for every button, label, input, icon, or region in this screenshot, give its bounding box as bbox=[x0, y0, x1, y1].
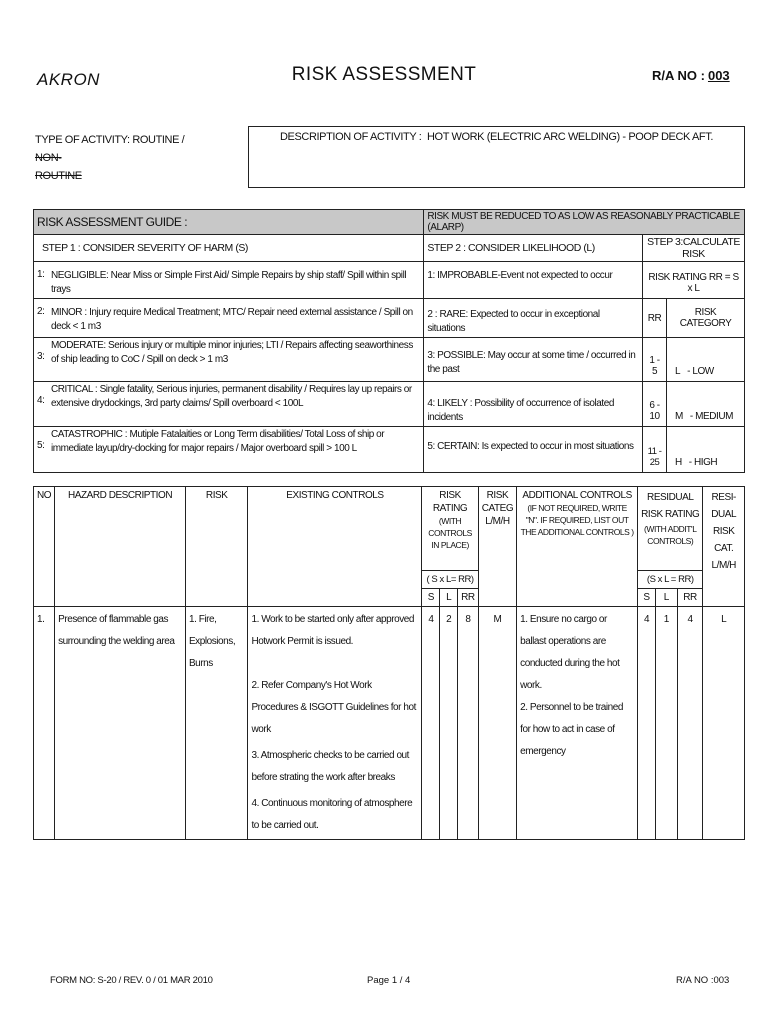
col-rating: RISK RATING (WITH CONTROLS IN PLACE) bbox=[422, 487, 478, 571]
col-additional: ADDITIONAL CONTROLS (IF NOT REQUIRED, WRITE "N". IF REQUIRED, LIST OUT THE ADDITIONAL CONTROLS ) bbox=[517, 487, 638, 607]
footer-page: Page 1 / 4 bbox=[367, 975, 411, 986]
col-s: S bbox=[422, 589, 440, 607]
severity-item: 4: CRITICAL : Single fatality, Serious injuries, permanent disability / Requires lay up repairs or extensive drydockings, 3rd party claims/ Spill overboard < 100L bbox=[37, 384, 412, 409]
col-residual: RESIDUAL RISK RATING (WITH ADDIT'L CONTROLS) bbox=[638, 487, 703, 571]
rr-range-low: 1 - 5 bbox=[643, 338, 667, 382]
activity-type-label: TYPE OF ACTIVITY: ROUTINE / bbox=[35, 134, 185, 146]
severity-item: 3: MODERATE: Serious injury or multiple minor injuries; LTI / Repairs affecting seaworthiness of ship leading to CoC / Spill on deck > 1 m3 bbox=[37, 340, 413, 365]
risk-category-header: RISK CATEGORY bbox=[667, 299, 745, 338]
row-cat: M bbox=[478, 607, 516, 840]
company-name: AKRON bbox=[37, 70, 100, 89]
severity-item: 2: MINOR : Injury require Medical Treatment; MTC/ Repair need external assistance / Spill on deck < 1 m3 bbox=[37, 306, 413, 332]
col-riskcat: RISK CATEG L/M/H bbox=[478, 487, 516, 607]
description-label: DESCRIPTION OF ACTIVITY : bbox=[280, 131, 422, 143]
col-hazard: HAZARD DESCRIPTION bbox=[55, 487, 186, 607]
ra-label: R/A NO : bbox=[652, 68, 705, 83]
activity-type-strike-2: ROUTINE bbox=[35, 170, 82, 182]
likelihood-item: 5: CERTAIN: Is expected to occur in most situations bbox=[427, 441, 634, 452]
category-high: H - HIGH bbox=[667, 427, 745, 473]
step1-label: STEP 1 : CONSIDER SEVERITY OF HARM (S) bbox=[34, 235, 424, 262]
residual-formula: (S x L = RR) bbox=[638, 571, 703, 589]
col-risk: RISK bbox=[185, 487, 248, 607]
likelihood-item: 3: POSSIBLE: May occur at some time / occurred in the past bbox=[427, 350, 636, 375]
row-additional: 1. Ensure no cargo or ballast operations are conducted during the hot work. 2. Personnel to be trained for how to act in case of emergency bbox=[517, 607, 638, 840]
row-hazard: Presence of flammable gas surrounding the welding area bbox=[55, 607, 186, 840]
footer-ra-no: R/A NO :003 bbox=[676, 975, 730, 986]
rr-range-medium: 6 - 10 bbox=[643, 382, 667, 427]
rr-column-header: RR bbox=[643, 299, 667, 338]
alarp-note: RISK MUST BE REDUCED TO AS LOW AS REASONABLY PRACTICABLE (ALARP) bbox=[424, 210, 745, 235]
rating-formula: ( S x L= RR) bbox=[422, 571, 478, 589]
likelihood-item: 4: LIKELY : Possibility of occurrence of isolated incidents bbox=[427, 398, 614, 423]
activity-type bbox=[35, 131, 195, 185]
row-l: 2 bbox=[440, 607, 458, 840]
row-rr: 8 bbox=[458, 607, 479, 840]
row-risk: 1. Fire, Explosions, Burns bbox=[185, 607, 248, 840]
rr-range-high: 11 - 25 bbox=[643, 427, 667, 473]
table-row bbox=[34, 607, 745, 840]
col-rrr: RR bbox=[677, 589, 703, 607]
col-no: NO bbox=[34, 487, 55, 607]
description-value: HOT WORK (ELECTRIC ARC WELDING) - POOP DECK AFT. bbox=[427, 131, 713, 143]
col-rr: RR bbox=[458, 589, 479, 607]
ra-number-block bbox=[652, 68, 730, 83]
row-existing: 1. Work to be started only after approved Hotwork Permit is issued. 2. Refer Company's Hot Work Procedures & ISGOTT Guidelines for hot work 3. Atmospheric checks to be carried out before strating the work after breaks 4. Continuous monitoring of atmosphere to be carried out. bbox=[248, 607, 422, 840]
col-rl: L bbox=[655, 589, 677, 607]
col-rs: S bbox=[638, 589, 656, 607]
hazard-table bbox=[33, 486, 745, 840]
col-rescat: RESI-DUAL RISK CAT. L/M/H bbox=[703, 487, 745, 607]
row-no: 1. bbox=[34, 607, 55, 840]
severity-item: 5: CATASTROPHIC : Mutiple Fatalaities or Long Term disabilities/ Total Loss of ship or immediate layup/dry-docking for major repairs / Major overboard spill > 100 L bbox=[37, 429, 385, 454]
document-title: RISK ASSESSMENT bbox=[291, 64, 477, 85]
col-l: L bbox=[440, 589, 458, 607]
step3-label: STEP 3:CALCULATE RISK bbox=[643, 235, 745, 262]
rr-formula: RISK RATING RR = S x L bbox=[643, 262, 745, 299]
row-rcat: L bbox=[703, 607, 745, 840]
category-medium: M - MEDIUM bbox=[667, 382, 745, 427]
row-rs: 4 bbox=[638, 607, 656, 840]
category-low: L - LOW bbox=[667, 338, 745, 382]
row-rl: 1 bbox=[655, 607, 677, 840]
likelihood-item: 2 : RARE: Expected to occur in exceptional situations bbox=[427, 309, 600, 334]
row-s: 4 bbox=[422, 607, 440, 840]
severity-item: 1: NEGLIGIBLE: Near Miss or Simple First Aid/ Simple Repairs by ship staff/ Spill within spill trays bbox=[37, 269, 407, 295]
col-existing: EXISTING CONTROLS bbox=[248, 487, 422, 607]
row-rrr: 4 bbox=[677, 607, 703, 840]
activity-type-strike-1: NON- bbox=[35, 152, 62, 164]
step2-label: STEP 2 : CONSIDER LIKELIHOOD (L) bbox=[424, 235, 643, 262]
guide-title: RISK ASSESSMENT GUIDE : bbox=[34, 210, 424, 235]
footer-form-no: FORM NO: S-20 / REV. 0 / 01 MAR 2010 bbox=[50, 975, 213, 986]
likelihood-item: 1: IMPROBABLE-Event not expected to occur bbox=[427, 270, 613, 281]
ra-number: 003 bbox=[707, 68, 730, 83]
risk-assessment-guide bbox=[33, 209, 745, 473]
